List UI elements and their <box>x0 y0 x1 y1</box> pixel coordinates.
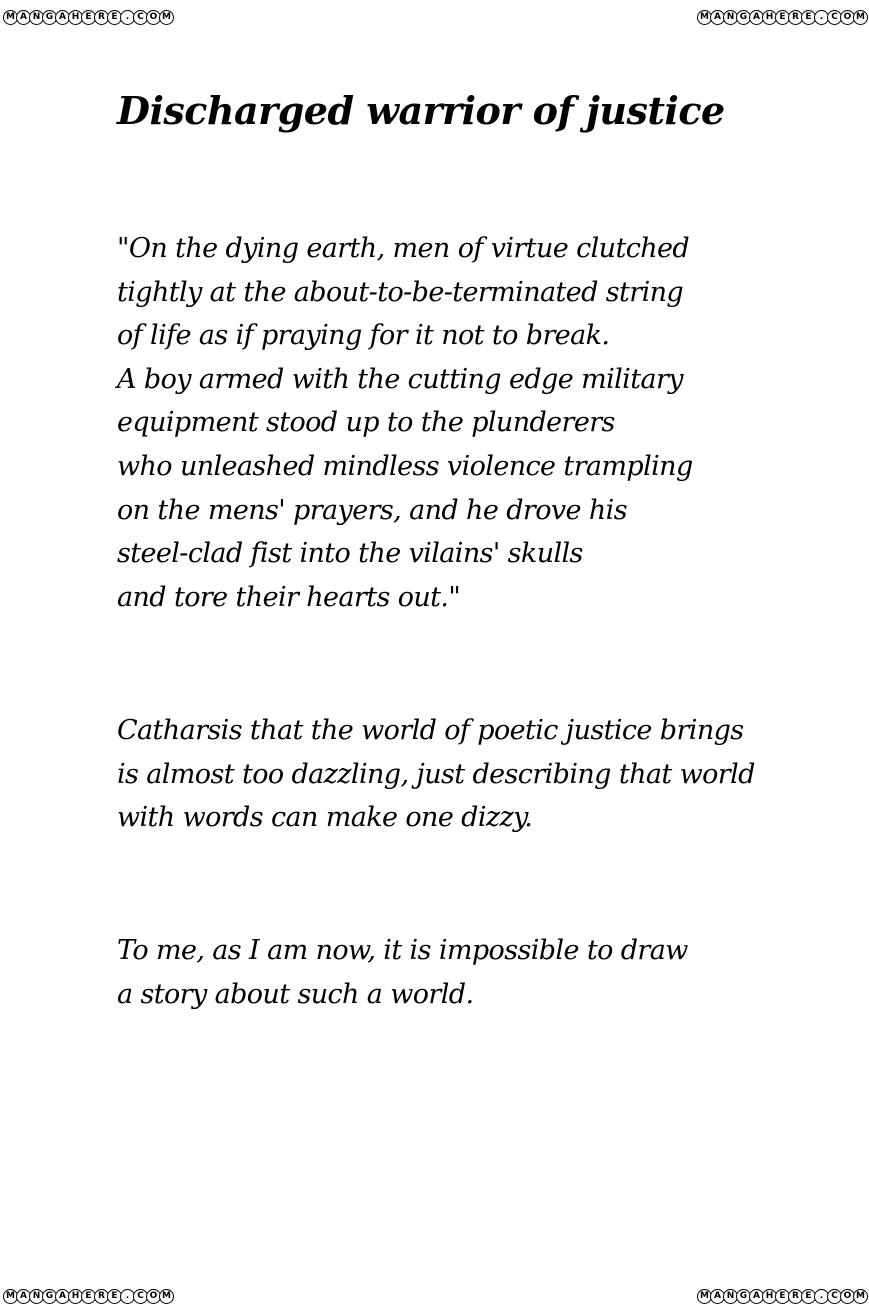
watermark-bottom-right <box>697 1285 866 1307</box>
watermark-bottom-left <box>3 1285 172 1307</box>
watermark-top-left <box>3 6 172 28</box>
watermark-letter: E <box>775 10 790 25</box>
watermark-letter: A <box>710 10 725 25</box>
watermark-letter: O <box>146 10 161 25</box>
text-line: steel-clad fist into the vilains' skulls <box>117 538 583 570</box>
watermark-letter: A <box>749 1289 764 1304</box>
watermark-letter: H <box>762 10 777 25</box>
watermark-letter: M <box>3 1289 18 1304</box>
watermark-letter: M <box>159 1289 174 1304</box>
text-line: is almost too dazzling, just describing that world <box>117 758 755 790</box>
watermark-letter: M <box>853 10 868 25</box>
watermark-letter: G <box>42 10 57 25</box>
page-title: Discharged warrior of justice <box>117 88 725 133</box>
watermark-letter: . <box>120 1289 135 1304</box>
watermark-letter: N <box>29 10 44 25</box>
watermark-letter: R <box>788 10 803 25</box>
watermark-letter: M <box>853 1289 868 1304</box>
paragraph-quote <box>117 227 693 619</box>
watermark-letter: O <box>840 10 855 25</box>
watermark-letter: M <box>697 10 712 25</box>
text-line: a story about such a world. <box>117 978 474 1010</box>
watermark-letter: E <box>107 1289 122 1304</box>
watermark-letter: O <box>840 1289 855 1304</box>
watermark-letter: E <box>81 1289 96 1304</box>
watermark-letter: H <box>68 1289 83 1304</box>
text-line: and tore their hearts out." <box>117 581 461 613</box>
watermark-letter: G <box>42 1289 57 1304</box>
watermark-letter: A <box>16 10 31 25</box>
watermark-letter: C <box>827 1289 842 1304</box>
watermark-letter: G <box>736 1289 751 1304</box>
watermark-letter: E <box>81 10 96 25</box>
watermark-letter: C <box>827 10 842 25</box>
watermark-letter: E <box>107 10 122 25</box>
text-line: who unleashed mindless violence trampling <box>117 450 693 482</box>
text-line: on the mens' prayers, and he drove his <box>117 494 627 526</box>
text-line: To me, as I am now, it is impossible to draw <box>117 935 688 966</box>
text-line: of life as if praying for it not to break. <box>117 320 610 352</box>
watermark-letter: E <box>775 1289 790 1304</box>
text-line: "On the dying earth, men of virtue clutched <box>117 233 690 264</box>
watermark-letter: A <box>55 1289 70 1304</box>
watermark-letter: A <box>749 10 764 25</box>
text-line: Catharsis that the world of poetic justice brings <box>117 715 744 746</box>
watermark-letter: . <box>814 10 829 25</box>
watermark-letter: A <box>16 1289 31 1304</box>
paragraph-catharsis <box>117 709 755 840</box>
watermark-letter: E <box>801 1289 816 1304</box>
watermark-letter: A <box>710 1289 725 1304</box>
watermark-letter: C <box>133 1289 148 1304</box>
watermark-letter: R <box>94 1289 109 1304</box>
watermark-letter: N <box>29 1289 44 1304</box>
watermark-letter: M <box>697 1289 712 1304</box>
text-line: tightly at the about-to-be-terminated string <box>117 276 684 308</box>
watermark-letter: C <box>133 10 148 25</box>
text-line: with words can make one dizzy. <box>117 802 533 834</box>
watermark-letter: E <box>801 10 816 25</box>
watermark-letter: . <box>814 1289 829 1304</box>
watermark-letter: M <box>159 10 174 25</box>
watermark-letter: A <box>55 10 70 25</box>
paragraph-closing <box>117 929 688 1016</box>
text-line: equipment stood up to the plunderers <box>117 407 615 439</box>
watermark-letter: G <box>736 10 751 25</box>
watermark-letter: O <box>146 1289 161 1304</box>
watermark-letter: H <box>762 1289 777 1304</box>
watermark-top-right <box>697 6 866 28</box>
watermark-letter: . <box>120 10 135 25</box>
watermark-letter: R <box>94 10 109 25</box>
watermark-letter: H <box>68 10 83 25</box>
watermark-letter: N <box>723 10 738 25</box>
text-line: A boy armed with the cutting edge military <box>117 363 683 395</box>
watermark-letter: N <box>723 1289 738 1304</box>
watermark-letter: R <box>788 1289 803 1304</box>
watermark-letter: M <box>3 10 18 25</box>
